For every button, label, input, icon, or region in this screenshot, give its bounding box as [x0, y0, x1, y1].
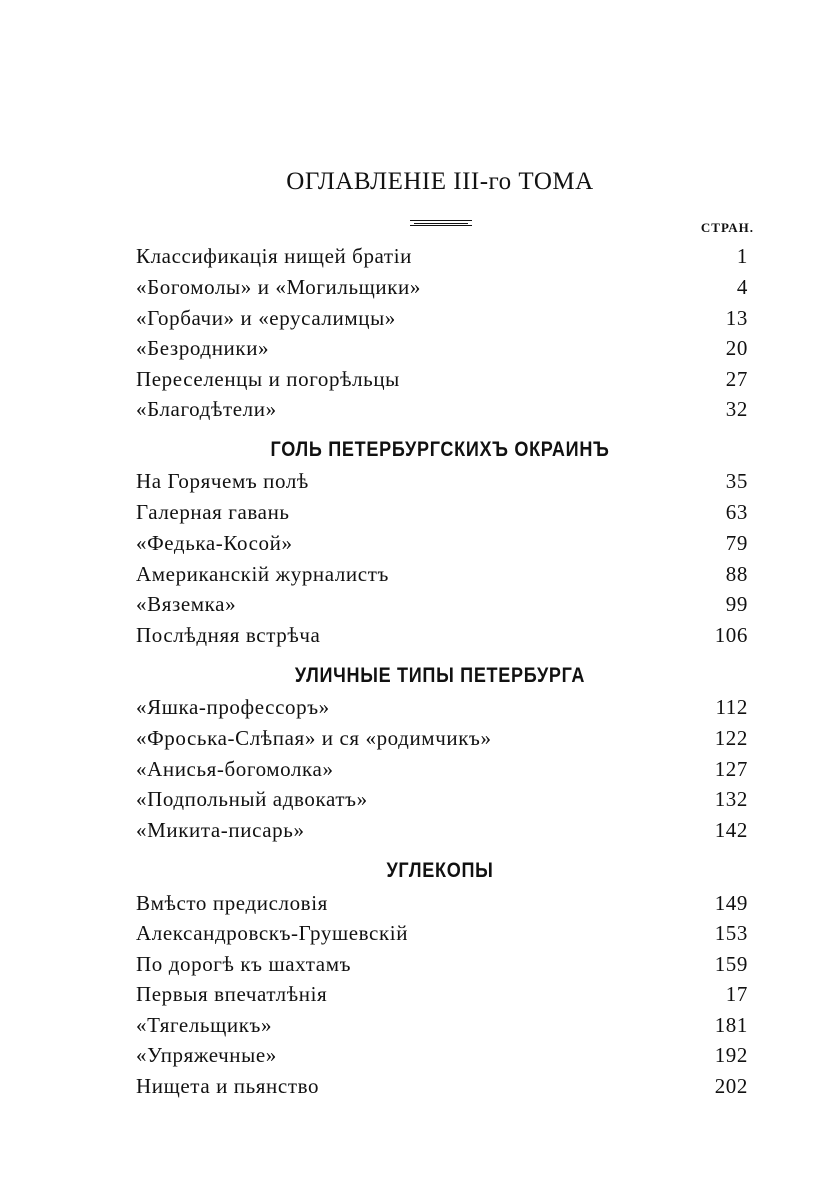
entry-title: «Горбачи» и «ерусалимцы» — [136, 306, 396, 330]
toc-entry — [136, 559, 748, 589]
entry-title: «Микита-писарь» — [136, 818, 305, 842]
entry-page: 13 — [725, 306, 748, 330]
entry-page: 127 — [714, 757, 748, 781]
toc-entry — [136, 272, 748, 302]
entry-title: Галерная гавань — [136, 500, 290, 524]
entry-page: 4 — [736, 275, 748, 299]
toc-entry — [136, 979, 748, 1009]
toc-entry — [136, 888, 748, 918]
toc-entry — [136, 723, 748, 753]
entry-title: «Яшка-профессоръ» — [136, 695, 330, 719]
entry-title: «Благодѣтели» — [136, 397, 277, 421]
entry-title: «Тягельщикъ» — [136, 1013, 273, 1037]
entry-page: 142 — [714, 818, 748, 842]
entry-page: 17 — [725, 982, 748, 1006]
entry-title: «Анисья-богомолка» — [136, 757, 334, 781]
toc-entry — [136, 1071, 748, 1101]
toc-entry — [136, 528, 748, 558]
toc-entry — [136, 1040, 748, 1070]
entry-title: Первыя впечатлѣнія — [136, 982, 328, 1006]
toc-entry — [136, 692, 748, 722]
entry-title: Послѣдняя встрѣча — [136, 623, 321, 647]
entry-page: 1 — [736, 244, 748, 268]
entry-page: 32 — [725, 397, 748, 421]
entry-title: Нищета и пьянство — [136, 1074, 320, 1098]
entry-page: 122 — [714, 726, 748, 750]
entry-page: 20 — [725, 336, 748, 360]
entry-page: 192 — [714, 1043, 748, 1067]
entry-page: 99 — [725, 592, 748, 616]
entry-page: 132 — [714, 787, 748, 811]
entry-title: «Богомолы» и «Могильщики» — [136, 275, 421, 299]
entry-page: 202 — [714, 1074, 748, 1098]
toc-entry — [136, 466, 748, 496]
toc-entry — [136, 497, 748, 527]
toc-entry — [136, 241, 748, 271]
entry-page: 181 — [714, 1013, 748, 1037]
toc-entry — [136, 784, 748, 814]
toc-entry — [136, 620, 748, 650]
entry-title: На Горячемъ полѣ — [136, 469, 309, 493]
entry-title: Классификація нищей братіи — [136, 244, 412, 268]
toc-entry — [136, 364, 748, 394]
entry-page: 35 — [725, 469, 748, 493]
entry-page: 106 — [714, 623, 748, 647]
title-divider — [410, 220, 472, 226]
entry-title: Американскій журналистъ — [136, 562, 389, 586]
toc-entry — [136, 754, 748, 784]
toc-entry — [136, 394, 748, 424]
section-heading: ГОЛЬ ПЕТЕРБУРГСКИХЪ ОКРАИНЪ — [270, 438, 610, 461]
entry-page: 27 — [725, 367, 748, 391]
entry-title: Вмѣсто предисловія — [136, 891, 328, 915]
entry-title: «Федька-Косой» — [136, 531, 293, 555]
entry-title: «Фроська-Слѣпая» и ся «родимчикъ» — [136, 726, 492, 750]
entry-title: Александровскъ-Грушевскій — [136, 921, 409, 945]
entry-title: «Безродники» — [136, 336, 270, 360]
toc-entry — [136, 333, 748, 363]
toc-entry — [136, 303, 748, 333]
page-title: ОГЛАВЛЕНІЕ III-го ТОМА — [286, 168, 594, 195]
entry-title: По дорогѣ къ шахтамъ — [136, 952, 352, 976]
entry-page: 159 — [714, 952, 748, 976]
entry-page: 79 — [725, 531, 748, 555]
entry-page: 63 — [725, 500, 748, 524]
toc-entry — [136, 589, 748, 619]
toc-entry — [136, 815, 748, 845]
entry-page: 149 — [714, 891, 748, 915]
entry-title: «Подпольный адвокатъ» — [136, 787, 368, 811]
toc-entry — [136, 1010, 748, 1040]
entry-page: 153 — [714, 921, 748, 945]
entry-page: 112 — [715, 695, 748, 719]
entry-title: «Вяземка» — [136, 592, 237, 616]
toc-entry — [136, 949, 748, 979]
entry-page: 88 — [725, 562, 748, 586]
pages-column-header: СТРАН. — [700, 220, 754, 235]
section-heading: УГЛЕКОПЫ — [386, 859, 494, 882]
toc-entry — [136, 918, 748, 948]
entry-title: Переселенцы и погорѣльцы — [136, 367, 400, 391]
entry-title: «Упряжечные» — [136, 1043, 277, 1067]
section-heading: УЛИЧНЫЕ ТИПЫ ПЕТЕРБУРГА — [294, 664, 586, 687]
